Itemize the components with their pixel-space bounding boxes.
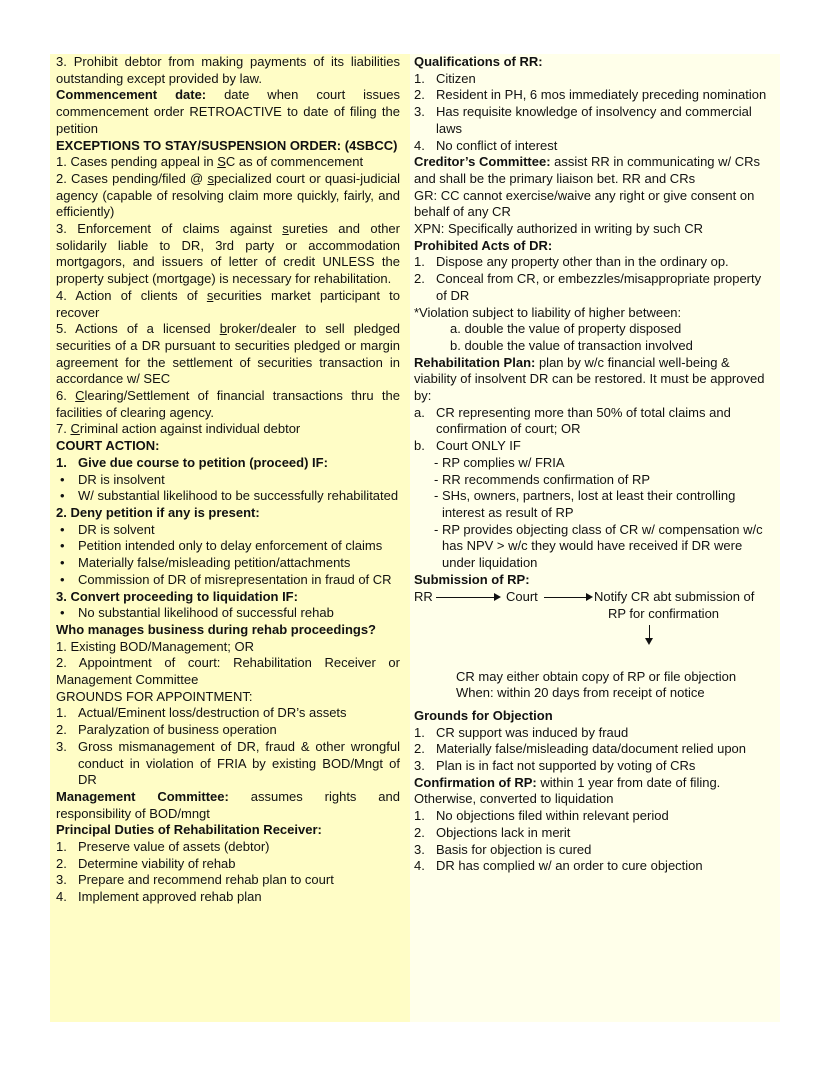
submission-flow-diagram [414,589,772,669]
qualification-item [414,138,772,155]
confirmation-rp: Confirmation of RP: within 1 year from date of filing. Otherwise, converted to liquidation [414,774,721,807]
duties-number: 2. [56,855,67,871]
exception-text-pre: 6. [56,388,76,404]
objection-text: Plan is in fact not supported by voting of CRs [436,758,696,774]
prohibited-number: 2. [414,271,425,287]
objection-number: 2. [414,741,425,757]
rp-condition-text: RP provides objecting class of CR w/ compensation w/c has NPV > w/c they would have received if DR were under liquidation [442,521,763,571]
court1-text: W/ substantial likelihood to be successfully rehabilitated [78,488,399,504]
qualification-text: No conflict of interest [436,137,558,153]
court1-text: DR is insolvent [78,471,165,487]
dash-icon: - [434,471,439,487]
flow-arrow-down [649,625,650,639]
duties-number: 1. [56,839,67,855]
objection-item [414,741,772,758]
dash-icon: - [434,521,439,537]
qualifications-list [414,71,772,155]
rp-approval-b: b. Court ONLY IF [414,438,521,454]
bullet-icon: • [60,488,65,504]
dash-icon: - [434,488,439,504]
confirmation-item [414,842,772,859]
court2-text: Materially false/misleading petition/attachments [78,555,351,571]
confirmation-number: 3. [414,841,425,857]
rp-court-conditions [414,455,772,572]
qualification-number: 4. [414,137,425,153]
exception-text-post: pecialized court or quasi-judicial agency (capable of resolving claim more quickly, fairly, and efficiently) [56,170,401,220]
exception-item [56,388,400,421]
rehabilitation-plan: Rehabilitation Plan: plan by w/c financial well-being & viability of insolvent DR can be restored. It must be approved by: [414,354,765,404]
duties-text: Determine viability of rehab [78,855,236,871]
exception-text-pre: 3. Enforcement of claims against [56,221,283,237]
exception-item [56,321,400,388]
bullet-icon: • [60,521,65,537]
court2-bullet [56,522,400,539]
duties-list [56,839,400,906]
general-rule: GR: CC cannot exercise/waive any right or give consent on behalf of any CR [414,187,755,220]
court-action-1-heading: 1. Give due course to petition (proceed) IF: [56,454,328,470]
flow-notify-2: RP for confirmation [608,605,720,621]
objection-item [414,758,772,775]
court1-bullet [56,488,400,505]
exception-text-pre: 1. Cases pending appeal in [56,154,218,170]
flow-rr: RR [414,588,433,604]
stay-item-3: 3. Prohibit debtor from making payments of its liabilities outstanding except provided by law. [56,54,400,86]
flow-notify: Notify CR abt submission of [594,588,755,604]
duties-heading: Principal Duties of Rehabilitation Receiver: [56,822,322,838]
rp-condition [414,488,772,521]
court-action-3-heading: 3. Convert proceeding to liquidation IF: [56,588,298,604]
flow-when: When: within 20 days from receipt of notice [456,685,705,701]
objection-text: CR support was induced by fraud [436,724,629,740]
grounds-item [56,722,400,739]
exception-text-post: learing/Settlement of financial transactions thru the facilities of clearing agency. [56,388,400,420]
duties-text: Implement approved rehab plan [78,889,262,905]
exception-mnemonic: S [217,154,226,170]
rp-condition-text: RP complies w/ FRIA [442,454,565,470]
exception-mnemonic: s [206,287,214,303]
exception-text-post: roker/dealer to sell pledged securities of a DR pursuant to securities pledged or margin agreement for the settlement of securities transaction in accordance w/ SEC [56,321,400,387]
exception-text-post: ecurities market participant to recover [56,287,400,320]
objection-number: 3. [414,758,425,774]
who-manages-list [56,639,400,689]
duties-number: 4. [56,889,67,905]
court-action-1-bullets [56,472,400,505]
rp-approval-a: a. CR representing more than 50% of total claims and confirmation of court; OR [414,404,731,437]
grounds-item [56,705,400,722]
confirmation-text: Basis for objection is cured [436,841,592,857]
court3-bullet [56,605,400,622]
rp-condition [414,522,772,572]
flow-court: Court [506,588,538,604]
prohibited-item [414,271,772,304]
confirmation-item [414,808,772,825]
qualification-item [414,71,772,88]
qualification-item [414,87,772,104]
exception-text-post: ureties and other solidarily liable to DR, 3rd party or accommodation mortgagors, and issuers of letter of credit UNLESS the property subject (mortgage) is necessary for rehabilitation. [56,221,400,287]
bullet-icon: • [60,605,65,621]
who-manages-heading: Who manages business during rehab proceedings? [56,621,376,637]
qualifications-heading: Qualifications of RR: [414,54,543,69]
rp-condition [414,472,772,489]
confirmation-number: 2. [414,824,425,840]
duties-item [56,872,400,889]
flow-arrow-down-head [645,638,653,645]
grounds-text: Gross mismanagement of DR, fraud & other wrongful conduct in violation of FRIA by existing BOD/Mngt of DR [78,738,400,788]
qualification-number: 1. [414,70,425,86]
violation-b: b. double the value of transaction involved [450,337,693,353]
submission-heading: Submission of RP: [414,571,530,587]
rp-condition [414,455,772,472]
exception-mnemonic: C [70,421,80,437]
left-column [50,54,406,1022]
grounds-number: 1. [56,705,67,721]
page-container [50,54,780,1022]
violation-note: *Violation subject to liability of higher between: [414,304,682,320]
confirmation-number: 4. [414,858,425,874]
exception-text-pre: 2. Cases pending/filed @ [56,170,208,186]
objection-list [414,725,772,775]
court3-text: No substantial likelihood of successful rehab [78,605,334,621]
court2-text: DR is solvent [78,521,155,537]
qualification-number: 3. [414,104,425,120]
court2-bullet [56,555,400,572]
exception-mnemonic: s [207,170,214,186]
exception-text-pre: 5. Actions of a licensed [56,321,220,337]
who-manages-item: 2. Appointment of court: Rehabilitation Receiver or Management Committee [56,655,400,688]
grounds-number: 2. [56,722,67,738]
exception-item [56,288,400,321]
exception-mnemonic: b [219,321,227,337]
prohibited-number: 1. [414,254,425,270]
creditors-committee: Creditor’s Committee: assist RR in communicating w/ CRs and shall be the primary liaison bet. RR and CRs [414,154,761,186]
prohibited-acts-list [414,254,772,304]
exception-mnemonic: s [282,221,289,237]
who-manages-item: 1. Existing BOD/Management; OR [56,638,254,654]
violation-a: a. double the value of property disposed [450,321,682,337]
rp-condition-text: RR recommends confirmation of RP [442,471,651,487]
grounds-appointment-heading: GROUNDS FOR APPOINTMENT: [56,688,253,704]
court2-text: Commission of DR of misrepresentation in fraud of CR [78,571,392,587]
exceptions-heading: EXCEPTIONS TO STAY/SUSPENSION ORDER: (4SBCC) [56,137,398,153]
prohibited-item [414,254,772,271]
exception-mnemonic: C [75,388,85,404]
court2-bullet [56,538,400,555]
duties-text: Prepare and recommend rehab plan to court [78,872,334,888]
exception-item [56,421,400,438]
confirmation-number: 1. [414,808,425,824]
qualification-item [414,104,772,137]
exception-item [56,171,400,221]
court2-text: Petition intended only to delay enforcement of claims [78,538,383,554]
qualification-text: Resident in PH, 6 mos immediately preceding nomination [436,87,767,103]
bullet-icon: • [60,571,65,587]
court-action-2-heading: 2. Deny petition if any is present: [56,504,260,520]
flow-arrow-1 [436,597,496,598]
qualification-number: 2. [414,87,425,103]
dash-icon: - [434,454,439,470]
court1-bullet [56,472,400,489]
grounds-text: Paralyzation of business operation [78,722,277,738]
exception-item [56,221,400,288]
court2-bullet [56,572,400,589]
bullet-icon: • [60,555,65,571]
commencement-date: Commencement date: date when court issues commencement order RETROACTIVE to date of filing the petition [56,87,401,136]
flow-arrow-1-head [494,593,501,601]
grounds-item [56,739,400,789]
qualification-text: Has requisite knowledge of insolvency and commercial laws [436,104,752,136]
exception-text-pre: 4. Action of clients of [56,287,207,303]
management-committee: Management Committee: assumes rights and responsibility of BOD/mngt [56,788,401,821]
grounds-text: Actual/Eminent loss/destruction of DR’s assets [78,705,347,721]
confirmation-list [414,808,772,875]
duties-number: 3. [56,872,67,888]
exception-rule: XPN: Specifically authorized in writing by such CR [414,221,704,237]
exception-text-pre: 7. [56,421,71,437]
objection-item [414,725,772,742]
duties-item [56,889,400,906]
confirmation-text: No objections filed within relevant period [436,808,669,824]
court-action-heading: COURT ACTION: [56,438,160,454]
bullet-icon: • [60,538,65,554]
exception-text-post: riminal action against individual debtor [79,421,301,437]
prohibited-text: Dispose any property other than in the ordinary op. [436,254,729,270]
bullet-icon: • [60,471,65,487]
rp-condition-text: SHs, owners, partners, lost at least their controlling interest as result of RP [442,488,736,520]
duties-item [56,856,400,873]
flow-arrow-2-head [586,593,593,601]
confirmation-text: Objections lack in merit [436,824,571,840]
court-action-3-bullets [56,605,400,622]
objection-text: Materially false/misleading data/document relied upon [436,741,747,757]
confirmation-item [414,825,772,842]
exceptions-list [56,154,400,438]
flow-arrow-2 [544,597,588,598]
objection-heading: Grounds for Objection [414,707,553,723]
objection-number: 1. [414,724,425,740]
qualification-text: Citizen [436,70,476,86]
confirmation-text: DR has complied w/ an order to cure objection [436,858,703,874]
confirmation-item [414,858,772,875]
exception-text-post: C as of commencement [225,154,364,170]
duties-item [56,839,400,856]
duties-text: Preserve value of assets (debtor) [78,839,270,855]
court-action-2-bullets [56,522,400,589]
prohibited-text: Conceal from CR, or embezzles/misappropriate property of DR [436,271,762,303]
grounds-number: 3. [56,738,67,754]
prohibited-acts-heading: Prohibited Acts of DR: [414,237,553,253]
grounds-appointment-list [56,705,400,789]
right-column [410,54,780,1022]
flow-cr-may: CR may either obtain copy of RP or file objection [456,668,737,684]
exception-item [56,154,400,171]
